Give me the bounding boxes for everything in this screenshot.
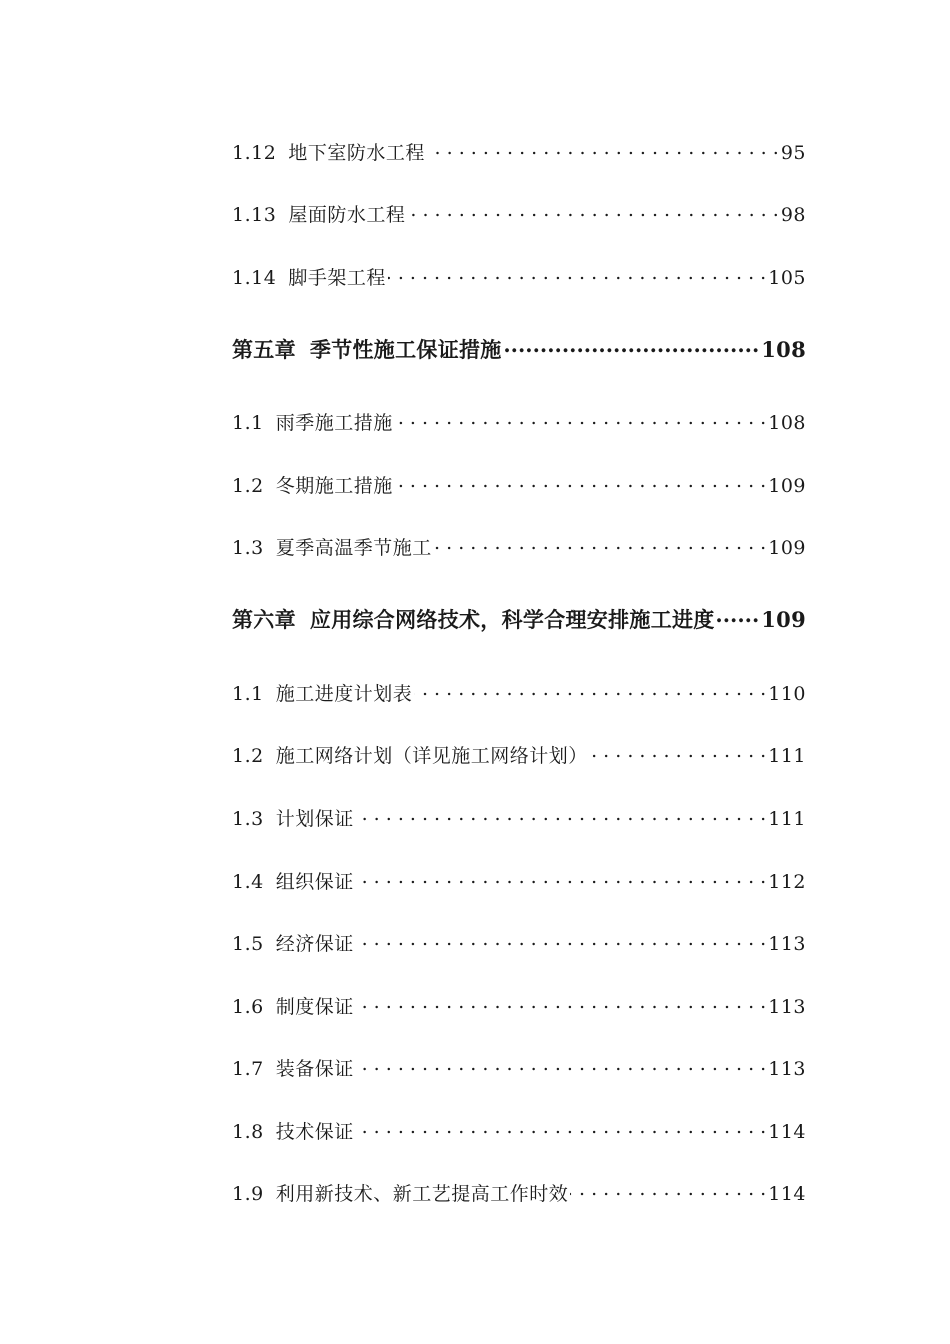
toc-entry[interactable] (232, 741, 806, 768)
toc-entry-page: 114 (768, 1121, 806, 1143)
toc-entry-page: 109 (768, 537, 806, 559)
toc-entry-title: 地下室防水工程 (288, 142, 425, 164)
toc-entry-number: 1.2 (232, 475, 264, 497)
toc-entry-page: 95 (780, 142, 806, 164)
toc-entry-page: 113 (768, 996, 806, 1018)
toc-entry[interactable] (232, 200, 806, 227)
dot-leader (395, 473, 767, 492)
toc-chapter[interactable] (232, 334, 806, 364)
toc-entry-number: 1.13 (232, 204, 277, 226)
toc-entry[interactable] (232, 263, 806, 290)
dot-leader (434, 535, 767, 554)
toc-entry-number: 1.3 (232, 808, 264, 830)
toc-entry-page: 109 (768, 475, 806, 497)
dot-leader (356, 1119, 767, 1138)
dot-leader (388, 265, 766, 284)
toc-entry-page: 114 (768, 1183, 806, 1205)
toc-entry-page: 110 (768, 683, 806, 705)
dot-leader (356, 994, 767, 1013)
toc-entry-title: 技术保证 (275, 1121, 354, 1143)
toc-entry-number: 1.14 (232, 267, 277, 289)
dot-leader (717, 606, 760, 627)
toc-entry-page: 111 (768, 808, 806, 830)
toc-entry-number: 1.9 (232, 1183, 264, 1205)
toc-entry[interactable] (232, 867, 806, 894)
toc-chapter-page: 109 (761, 607, 806, 632)
toc-entry[interactable] (232, 992, 806, 1019)
toc-entry-number: 1.2 (232, 745, 264, 767)
toc-entry-title: 利用新技术、新工艺提高工作时效 (275, 1183, 569, 1205)
toc-entry-number: 1.6 (232, 996, 264, 1018)
toc-chapter-title: 应用综合网络技术，科学合理安排施工进度 (309, 607, 715, 632)
dot-leader (570, 1181, 766, 1200)
toc-entry-title: 施工网络计划（详见施工网络计划） (275, 745, 588, 767)
toc-entry-title: 冬期施工措施 (275, 475, 393, 497)
toc-entry-number: 1.5 (232, 933, 264, 955)
toc-chapter-number: 第六章 (232, 607, 296, 632)
toc-entry-page: 98 (780, 204, 806, 226)
toc-entry[interactable] (232, 471, 806, 498)
toc-entry-title: 脚手架工程 (288, 267, 386, 289)
toc-entry-page: 112 (768, 871, 806, 893)
dot-leader (356, 931, 767, 950)
toc-entry-title: 制度保证 (275, 996, 354, 1018)
dot-leader (590, 743, 767, 762)
toc-entry[interactable] (232, 1179, 806, 1206)
toc-entry-number: 1.1 (232, 683, 264, 705)
toc-entry-title: 雨季施工措施 (275, 412, 393, 434)
dot-leader (395, 410, 767, 429)
toc-chapter-page: 108 (761, 337, 806, 362)
toc-entry-number: 1.1 (232, 412, 264, 434)
toc-entry-number: 1.12 (232, 142, 277, 164)
toc-entry-number: 1.4 (232, 871, 264, 893)
toc-entry-number: 1.7 (232, 1058, 264, 1080)
toc-entry-page: 113 (768, 1058, 806, 1080)
toc-entry[interactable] (232, 408, 806, 435)
toc-entry[interactable] (232, 804, 806, 831)
dot-leader (407, 202, 778, 221)
dot-leader (427, 140, 779, 159)
toc-entry[interactable] (232, 679, 806, 706)
toc-chapter-title: 季节性施工保证措施 (309, 337, 502, 362)
toc-entry-number: 1.8 (232, 1121, 264, 1143)
dot-leader (504, 336, 760, 357)
dot-leader (414, 681, 766, 700)
toc-entry-page: 111 (768, 745, 806, 767)
toc-chapter[interactable] (232, 604, 806, 634)
toc-entry-title: 夏季高温季节施工 (275, 537, 432, 559)
toc-entry-title: 装备保证 (275, 1058, 354, 1080)
toc-entry[interactable] (232, 1054, 806, 1081)
toc-entry[interactable] (232, 929, 806, 956)
toc-entry[interactable] (232, 1117, 806, 1144)
dot-leader (356, 806, 767, 825)
toc-entry[interactable] (232, 533, 806, 560)
toc-entry-title: 组织保证 (275, 871, 354, 893)
dot-leader (356, 1056, 767, 1075)
toc-entry-page: 105 (768, 267, 806, 289)
toc-entry-title: 计划保证 (275, 808, 354, 830)
toc-chapter-number: 第五章 (232, 337, 296, 362)
toc-entry-title: 屋面防水工程 (288, 204, 406, 226)
dot-leader (356, 869, 767, 888)
toc-entry-title: 施工进度计划表 (275, 683, 413, 705)
toc-entry-title: 经济保证 (275, 933, 354, 955)
toc-entry-page: 113 (768, 933, 806, 955)
toc-entry[interactable] (232, 138, 806, 165)
toc-entry-number: 1.3 (232, 537, 264, 559)
toc-entry-page: 108 (768, 412, 806, 434)
